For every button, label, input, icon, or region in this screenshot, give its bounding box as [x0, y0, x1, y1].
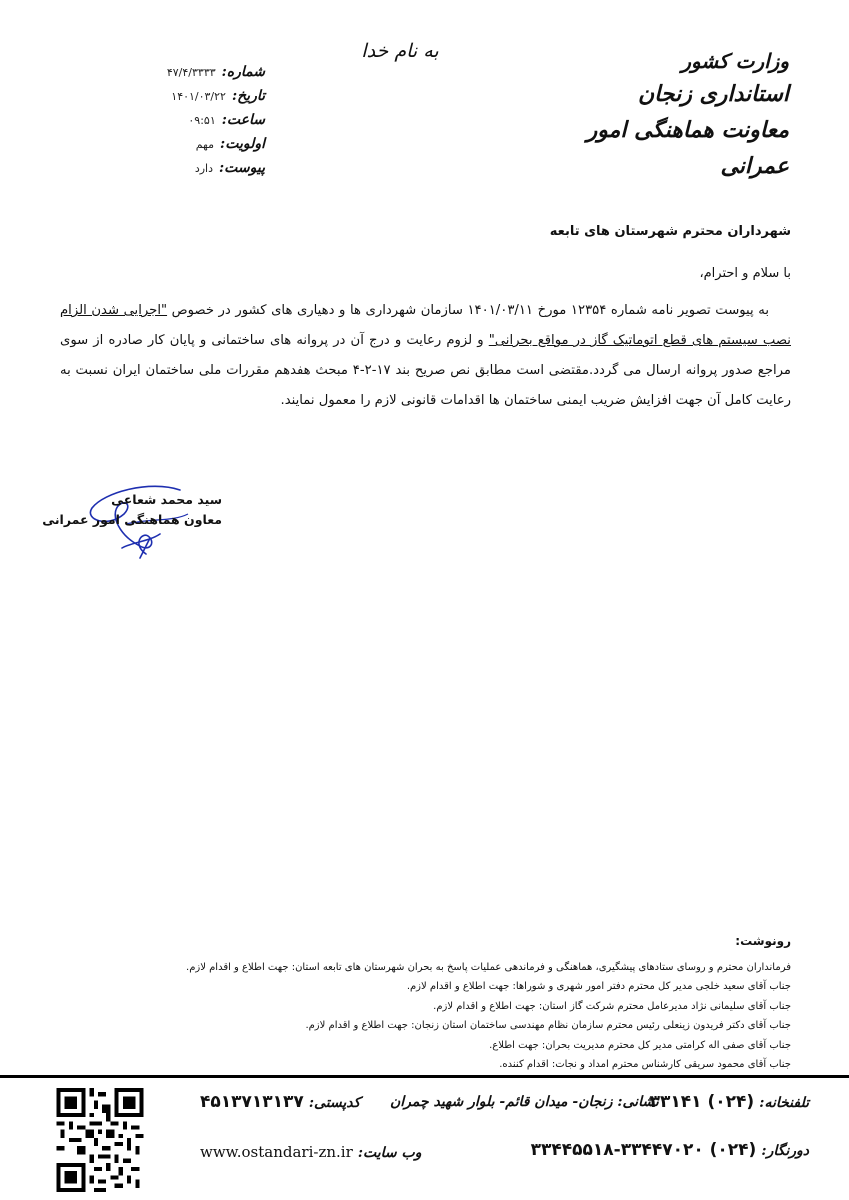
meta-time-value: ۰۹:۵۱: [188, 114, 216, 127]
fax-label: دورنگار:: [761, 1143, 809, 1159]
body-text-underlined: "اجرایی شدن الزام نصب سیستم های قطع اتوماتیک گاز در مواقع بحرانی": [60, 303, 791, 348]
footer-address: نشانی: زنجان- میدان قائم- بلوار شهید چمران: [390, 1094, 659, 1110]
signatory-title: معاون هماهنگی امور عمرانی: [42, 512, 222, 527]
website-label: وب سایت:: [357, 1145, 422, 1161]
phone-label: تلفنخانه:: [759, 1095, 809, 1111]
cc-item: جناب آقای صفی اله کرامتی مدیر کل محترم مدیریت بحران: جهت اطلاع.: [489, 1039, 791, 1051]
cc-item: جناب آقای سعید خلجی مدیر کل محترم دفتر امور شهری و شوراها: جهت اطلاع و اقدام لازم.: [406, 981, 791, 993]
meta-time: [95, 112, 265, 136]
meta-date: [95, 88, 265, 112]
cc-item: جناب آقای سلیمانی نژاد مدیرعامل محترم شرکت گاز استان: جهت اطلاع و اقدام لازم.: [433, 1000, 791, 1012]
meta-number-label: شماره:: [221, 64, 265, 80]
footer-divider: [0, 1075, 849, 1078]
signature-block: [42, 484, 222, 564]
meta-date-label: تاریخ:: [231, 88, 265, 104]
meta-priority-value: مهم: [195, 138, 215, 151]
cc-item: جناب آقای محمود سریقی کارشناس محترم امداد و نجات: اقدام کننده.: [499, 1058, 791, 1070]
meta-priority-label: اولویت:: [220, 136, 265, 152]
meta-time-label: ساعت:: [221, 112, 265, 128]
meta-attachment-value: دارد: [194, 162, 213, 175]
footer-phone: [650, 1092, 809, 1112]
letter-body: [60, 296, 791, 416]
meta-date-value: ۱۴۰۱/۰۳/۲۲: [171, 90, 226, 103]
governorate-name: استانداری زنجان: [638, 81, 789, 107]
footer-fax: [531, 1140, 809, 1160]
signatory-name: سید محمد شعاعی: [111, 492, 222, 507]
letter-greeting: با سلام و احترام،: [699, 266, 791, 281]
cc-item: فرمانداران محترم و روسای ستادهای پیشگیری، هماهنگی و فرماندهی عملیات پاسخ به بحران شهرستان های تابعه استان: جهت اطلاع و اقدام لازم.: [186, 962, 791, 973]
deputy-office-name: معاونت هماهنگی امور عمرانی: [586, 117, 789, 179]
letter-recipient: شهرداران محترم شهرستان های تابعه: [549, 224, 791, 239]
website-url: www.ostandari-zn.ir: [200, 1143, 353, 1161]
letter-metadata: [95, 64, 265, 184]
meta-attachment-label: پیوست:: [219, 160, 265, 176]
cc-heading: رونوشت:: [735, 934, 791, 948]
phone-value: (۰۲۴) ۳۳۱۴۱: [649, 1092, 755, 1112]
meta-number: [95, 64, 265, 88]
bismillah-heading: به نام خدا: [361, 40, 439, 62]
postal-value: ۴۵۱۳۷۱۳۱۳۷: [200, 1092, 304, 1112]
body-text-part1: به پیوست تصویر نامه شماره ۱۲۳۵۴ مورخ ۱۴۰۱/۰۳/۱۱ سازمان شهرداری ها و دهیاری های کشور در خصوص: [167, 303, 770, 318]
body-paragraph: [60, 296, 791, 416]
meta-number-value: ۴۷/۴/۳۳۳۳: [166, 66, 216, 79]
body-text-part2: و لزوم رعایت و درج آن در پروانه های ساختمانی و پایان کار صادره از سوی مراجع صدور پروانه ارسال می گردد.مقتضی است مطابق نص صریح بند ۱۷-۲-۴ مبحث هفدهم مقررات ملی ساختمان ایران نسبت به رعایت کامل آن جهت افزایش ضریب ایمنی ساختمان ها اقدامات قانونی لازم را معمول نمایند.: [60, 333, 791, 408]
footer-postal-code: [200, 1092, 360, 1112]
cc-item: جناب آقای دکتر فریدون زینعلی رئیس محترم سازمان نظام مهندسی ساختمان استان زنجان: جهت اطلاع و اقدام لازم.: [305, 1020, 791, 1032]
ministry-letterhead: [529, 46, 789, 184]
cc-list: [91, 958, 791, 1074]
meta-attachment: [95, 160, 265, 184]
meta-priority: [95, 136, 265, 160]
fax-value: (۰۲۴) ۳۳۴۴۷۰۲۰-۳۳۴۴۵۵۱۸: [530, 1140, 757, 1160]
postal-label: کدپستی:: [308, 1095, 361, 1111]
ministry-name: وزارت کشور: [681, 49, 789, 73]
letter-footer: [0, 1080, 849, 1200]
qr-code-icon: [56, 1088, 144, 1192]
footer-website: [200, 1142, 421, 1161]
